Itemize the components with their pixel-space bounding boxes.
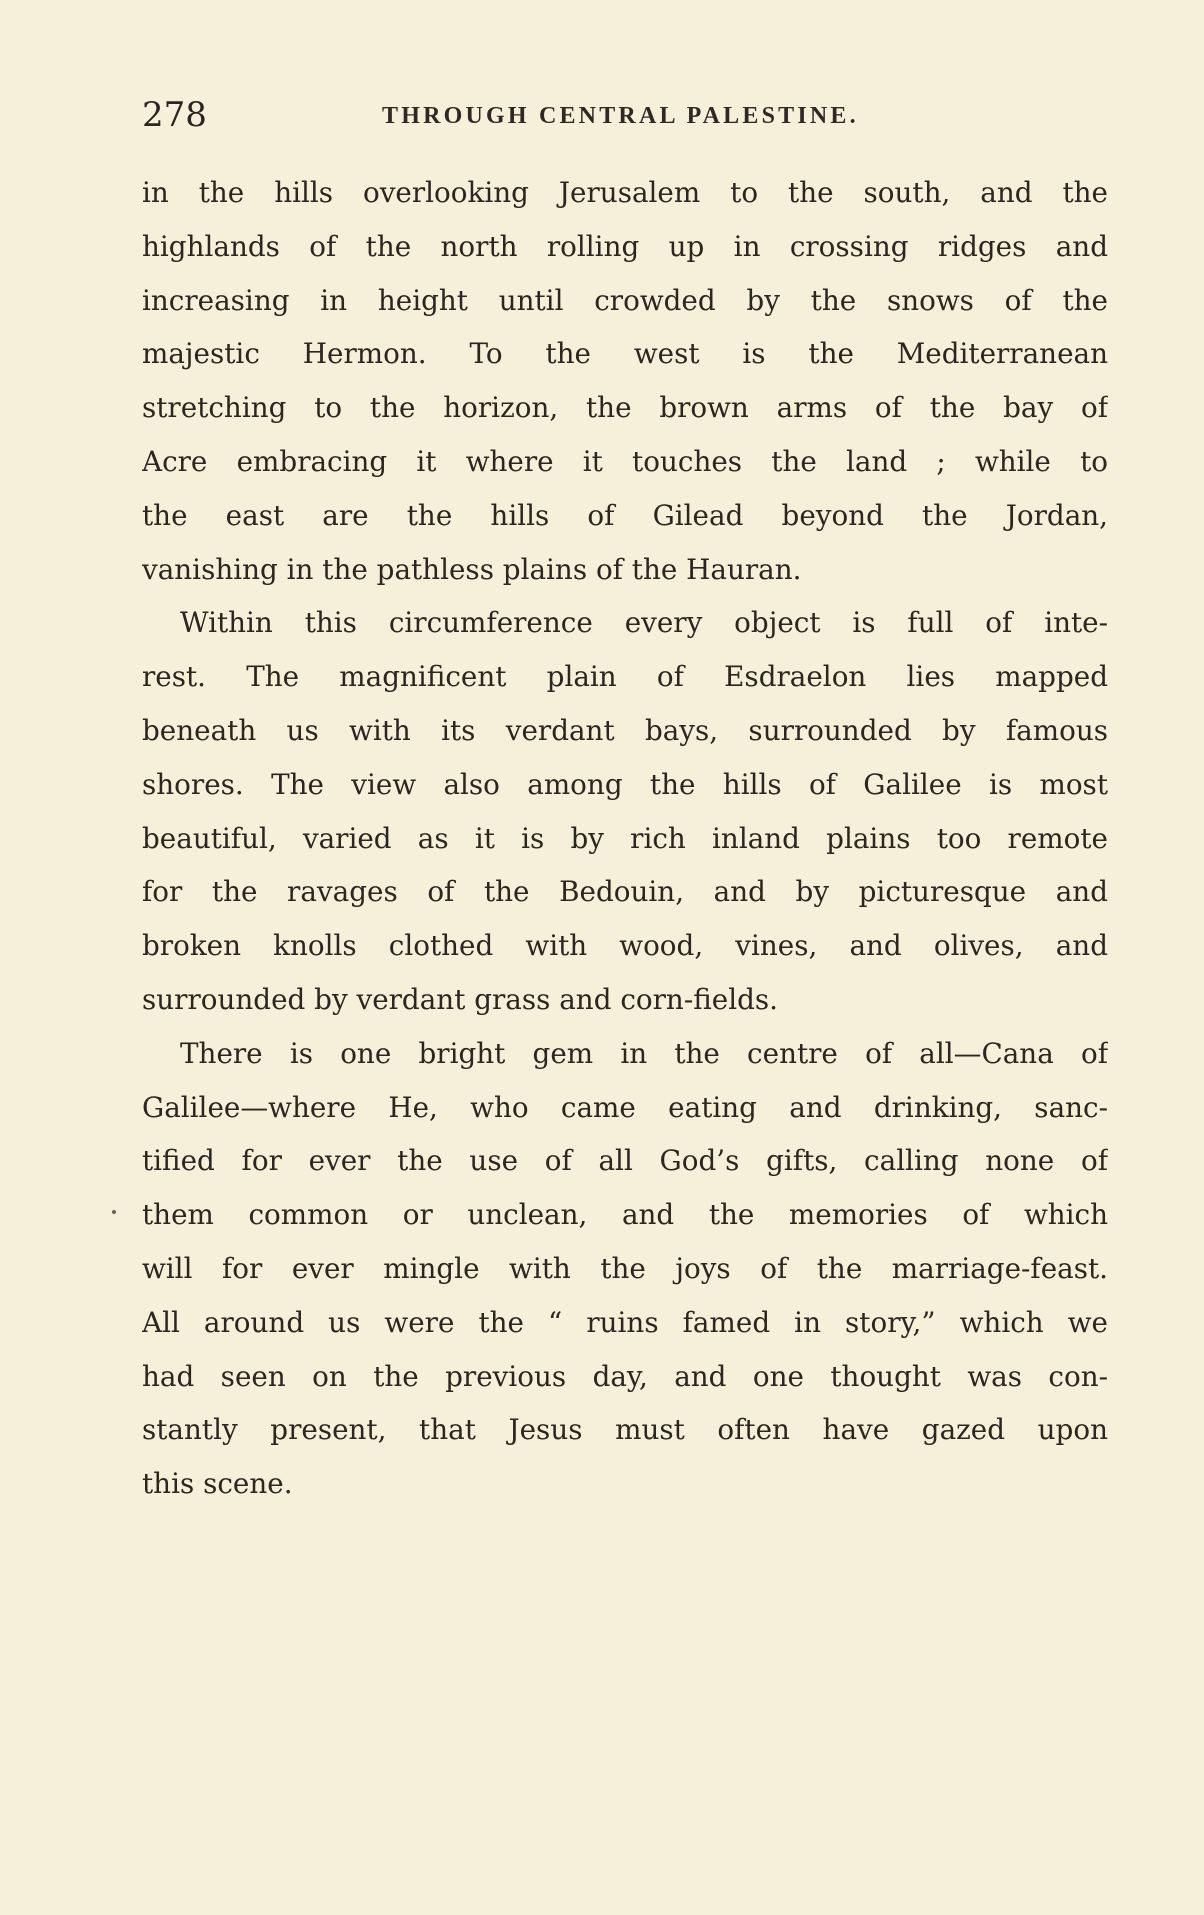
text-line: them common or unclean, and the memories of which	[142, 1198, 1108, 1232]
text-line: had seen on the previous day, and one thought was con-	[142, 1359, 1108, 1393]
text-line: increasing in height until crowded by the snows of the	[142, 283, 1108, 317]
text-line: stretching to the horizon, the brown arms of the bay of	[142, 391, 1108, 425]
text-line: Acre embracing it where it touches the land ; while to	[142, 444, 1108, 478]
text-line: All around us were the “ ruins famed in story,” which we	[142, 1305, 1108, 1339]
page-number: 278	[142, 95, 207, 135]
text-line: in the hills overlooking Jerusalem to the south, and the	[142, 176, 1108, 209]
text-line: stantly present, that Jesus must often have gazed upon	[142, 1413, 1108, 1447]
running-head	[142, 90, 1100, 140]
text-line: Galilee—where He, who came eating and drinking, sanc-	[142, 1090, 1108, 1124]
text-line: Within this circumference every object is full of inte-	[180, 606, 1108, 640]
text-line: will for ever mingle with the joys of the marriage-feast.	[142, 1251, 1108, 1285]
text-line: highlands of the north rolling up in crossing ridges and	[142, 229, 1108, 263]
text-line: for the ravages of the Bedouin, and by picturesque and	[142, 875, 1108, 909]
text-line: broken knolls clothed with wood, vines, and olives, and	[142, 929, 1108, 963]
text-line: There is one bright gem in the centre of all—Cana of	[180, 1036, 1108, 1070]
text-line: vanishing in the pathless plains of the Hauran.	[142, 552, 802, 586]
text-line: shores. The view also among the hills of Galilee is most	[142, 767, 1108, 801]
text-line: surrounded by verdant grass and corn-fields.	[142, 982, 778, 1016]
running-title: THROUGH CENTRAL PALESTINE.	[382, 103, 859, 129]
text-line: majestic Hermon. To the west is the Mediterranean	[142, 337, 1108, 371]
margin-mark	[112, 1210, 116, 1214]
body-text	[142, 166, 1108, 1511]
text-line: beautiful, varied as it is by rich inland plains too remote	[142, 821, 1108, 855]
text-line: this scene.	[142, 1467, 293, 1501]
text-line: rest. The magnificent plain of Esdraelon lies mapped	[142, 660, 1108, 694]
text-line: the east are the hills of Gilead beyond the Jordan,	[142, 498, 1108, 532]
text-line: beneath us with its verdant bays, surrounded by famous	[142, 713, 1108, 747]
text-line: tified for ever the use of all God’s gifts, calling none of	[142, 1144, 1108, 1178]
